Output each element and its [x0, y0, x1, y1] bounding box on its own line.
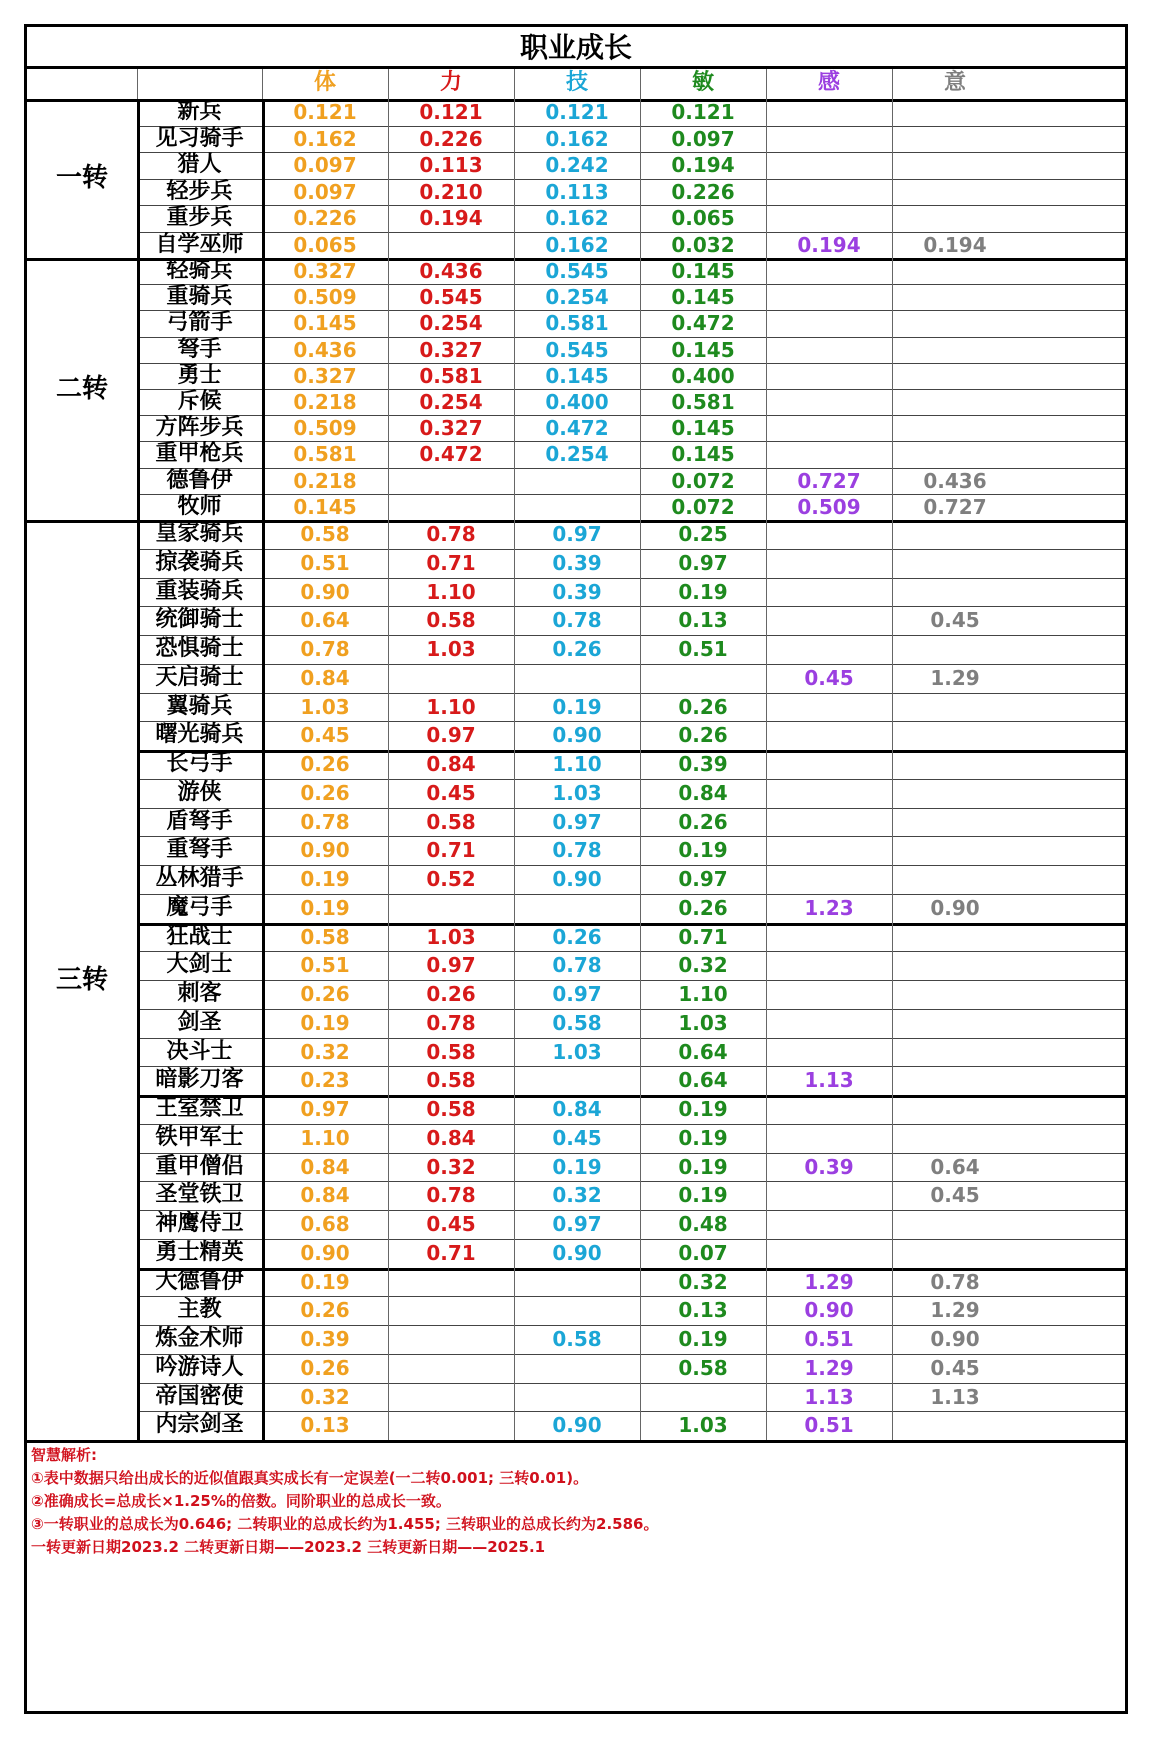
stat-技: 0.545 [545, 259, 609, 283]
stat-敏: 0.194 [671, 153, 735, 177]
job-name: 重步兵 [166, 205, 233, 230]
stat-体: 0.145 [293, 494, 357, 519]
stat-感: 1.29 [804, 1355, 854, 1380]
job-name: 重骑兵 [166, 284, 233, 310]
stat-体: 0.19 [300, 1010, 350, 1035]
stat-敏: 0.19 [678, 1154, 728, 1179]
stat-体: 0.51 [300, 550, 350, 575]
stat-力: 0.58 [426, 1039, 476, 1064]
growth-table-frame [24, 24, 1128, 1714]
stat-敏: 0.145 [671, 259, 735, 283]
name-column-divider [262, 99, 265, 1440]
header-5: 感 [817, 70, 840, 95]
stat-力: 0.58 [426, 1068, 476, 1093]
stat-技: 0.254 [545, 442, 609, 467]
stat-技: 0.19 [552, 1154, 602, 1179]
stat-敏: 0.13 [678, 608, 728, 633]
stat-力: 0.26 [426, 982, 476, 1006]
job-name: 轻骑兵 [166, 258, 233, 283]
stat-意: 1.29 [930, 1298, 980, 1323]
job-name: 大德鲁伊 [155, 1268, 244, 1294]
stat-意: 0.194 [923, 232, 987, 257]
stat-技: 0.32 [552, 1183, 602, 1208]
job-name: 丛林猎手 [155, 866, 244, 891]
stat-力: 0.58 [426, 1097, 476, 1121]
stat-敏: 0.19 [678, 1097, 728, 1121]
job-name: 牧师 [177, 493, 222, 519]
stat-意: 0.727 [923, 494, 987, 519]
job-name: 勇士精英 [155, 1239, 244, 1265]
stat-技: 0.121 [545, 100, 609, 124]
note-line-3: ③一转职业的总成长为0.646; 二转职业的总成长约为1.455; 三转职业的总成长约为2.586。 [31, 1515, 659, 1533]
stat-敏: 0.19 [678, 1327, 728, 1351]
job-name: 吟游诗人 [155, 1354, 244, 1380]
stat-意: 0.45 [930, 1183, 980, 1208]
stat-敏: 0.226 [671, 179, 735, 204]
job-name: 曙光骑兵 [155, 722, 244, 748]
stat-敏: 0.032 [671, 232, 735, 257]
job-name: 统御骑士 [155, 607, 244, 633]
stat-体: 0.218 [293, 390, 357, 414]
stat-意: 0.45 [930, 1355, 980, 1380]
stat-敏: 0.26 [678, 895, 728, 920]
stat-体: 0.097 [293, 179, 357, 204]
stat-感: 0.194 [797, 232, 861, 257]
stat-力: 0.58 [426, 809, 476, 834]
stat-意: 0.45 [930, 608, 980, 633]
stat-体: 0.509 [293, 285, 357, 310]
stat-力: 0.78 [426, 1183, 476, 1208]
stat-力: 0.436 [419, 259, 483, 283]
job-name: 剑圣 [177, 1009, 222, 1035]
stat-体: 0.218 [293, 468, 357, 493]
job-name: 圣堂铁卫 [155, 1182, 244, 1208]
page-title: 职业成长 [27, 27, 1125, 69]
stat-技: 0.545 [545, 337, 609, 362]
stat-力: 0.194 [419, 206, 483, 230]
stat-敏: 0.71 [678, 924, 728, 949]
stat-力: 0.327 [419, 416, 483, 441]
stat-技: 0.39 [552, 550, 602, 575]
stat-敏: 0.145 [671, 442, 735, 467]
data-column-divider [514, 67, 515, 1440]
stat-感: 1.13 [804, 1068, 854, 1093]
stat-技: 0.58 [552, 1327, 602, 1351]
job-name: 皇家骑兵 [155, 521, 244, 546]
stat-体: 0.84 [300, 1183, 350, 1208]
tier-label: 一转 [55, 163, 108, 193]
stat-体: 0.32 [300, 1384, 350, 1409]
stat-技: 0.581 [545, 311, 609, 336]
stat-力: 0.545 [419, 285, 483, 310]
stat-敏: 0.13 [678, 1298, 728, 1323]
data-column-divider [892, 67, 893, 1440]
stat-体: 0.097 [293, 153, 357, 177]
job-name: 掠袭骑兵 [155, 549, 244, 575]
stat-敏: 0.97 [678, 867, 728, 891]
stat-力: 1.10 [426, 694, 476, 719]
stat-技: 0.84 [552, 1097, 602, 1121]
stat-敏: 0.84 [678, 780, 728, 805]
note-line-1: ①表中数据只给出成长的近似值跟真实成长有一定误差(一二转0.001; 三转0.01)。 [31, 1469, 589, 1487]
stat-体: 0.78 [300, 637, 350, 661]
stat-力: 0.45 [426, 780, 476, 805]
stat-感: 0.39 [804, 1154, 854, 1179]
stat-体: 0.226 [293, 206, 357, 230]
stat-意: 0.90 [930, 895, 980, 920]
stat-敏: 0.581 [671, 390, 735, 414]
stat-感: 1.23 [804, 895, 854, 920]
stat-技: 0.400 [545, 390, 609, 414]
stat-敏: 0.145 [671, 416, 735, 441]
stat-敏: 1.03 [678, 1413, 728, 1438]
job-name: 重弩手 [166, 837, 233, 863]
stat-体: 0.436 [293, 337, 357, 362]
stat-技: 0.162 [545, 126, 609, 151]
stat-体: 0.39 [300, 1327, 350, 1351]
stat-技: 0.162 [545, 232, 609, 257]
job-name: 见习骑手 [155, 125, 244, 151]
stat-力: 0.52 [426, 867, 476, 891]
job-name: 自学巫师 [155, 231, 244, 257]
stat-体: 0.90 [300, 838, 350, 863]
tier-label: 三转 [55, 965, 108, 995]
stat-力: 0.97 [426, 953, 476, 978]
stat-敏: 0.32 [678, 1269, 728, 1294]
job-name: 帝国密使 [155, 1383, 244, 1409]
stat-意: 1.29 [930, 665, 980, 690]
tier-divider [27, 1440, 1125, 1443]
stat-敏: 0.26 [678, 694, 728, 719]
stat-体: 0.64 [300, 608, 350, 633]
stat-力: 0.210 [419, 179, 483, 204]
stat-敏: 0.19 [678, 1125, 728, 1150]
stat-技: 0.90 [552, 1240, 602, 1265]
header-1: 体 [313, 70, 336, 95]
stat-敏: 0.19 [678, 1183, 728, 1208]
stat-力: 0.581 [419, 363, 483, 388]
stat-力: 0.71 [426, 838, 476, 863]
stat-体: 0.327 [293, 363, 357, 388]
stat-体: 0.162 [293, 126, 357, 151]
stat-敏: 0.145 [671, 337, 735, 362]
stat-体: 0.90 [300, 1240, 350, 1265]
stat-敏: 0.64 [678, 1068, 728, 1093]
stat-体: 0.58 [300, 522, 350, 546]
data-column-divider [388, 67, 389, 1440]
job-name: 炼金术师 [155, 1326, 244, 1351]
stat-敏: 1.03 [678, 1010, 728, 1035]
stat-意: 0.64 [930, 1154, 980, 1179]
stat-体: 0.26 [300, 752, 350, 776]
job-name: 长弓手 [166, 751, 233, 776]
stat-技: 0.254 [545, 285, 609, 310]
stat-体: 0.121 [293, 100, 357, 124]
job-name: 王室禁卫 [155, 1096, 244, 1121]
header-2: 力 [439, 70, 462, 95]
stat-体: 0.68 [300, 1212, 350, 1236]
stat-力: 0.58 [426, 608, 476, 633]
stat-力: 0.121 [419, 100, 483, 124]
stat-力: 0.254 [419, 311, 483, 336]
stat-敏: 0.26 [678, 723, 728, 748]
job-name: 弩手 [177, 336, 222, 362]
stat-敏: 0.48 [678, 1212, 728, 1236]
job-name: 勇士 [177, 362, 222, 388]
header-divider-name [262, 67, 263, 99]
stat-体: 0.19 [300, 1269, 350, 1294]
stat-技: 0.97 [552, 982, 602, 1006]
stat-敏: 0.400 [671, 363, 735, 388]
stat-体: 0.32 [300, 1039, 350, 1064]
stat-敏: 0.25 [678, 522, 728, 546]
job-name: 神鹰侍卫 [155, 1211, 244, 1236]
job-name: 重甲枪兵 [155, 441, 244, 467]
stat-技: 0.145 [545, 363, 609, 388]
stat-体: 1.10 [300, 1125, 350, 1150]
stat-体: 0.26 [300, 780, 350, 805]
stat-感: 0.509 [797, 494, 861, 519]
stat-力: 0.254 [419, 390, 483, 414]
stat-感: 0.45 [804, 665, 854, 690]
stat-力: 0.71 [426, 550, 476, 575]
job-name: 铁甲军士 [155, 1124, 244, 1150]
stat-力: 0.84 [426, 1125, 476, 1150]
stat-感: 0.51 [804, 1327, 854, 1351]
stat-力: 0.226 [419, 126, 483, 151]
stat-体: 0.19 [300, 895, 350, 920]
job-name: 轻步兵 [166, 178, 233, 204]
job-name: 重装骑兵 [155, 578, 244, 604]
stat-体: 0.145 [293, 311, 357, 336]
job-name: 猎人 [177, 152, 222, 177]
stat-技: 1.03 [552, 780, 602, 805]
job-name: 游侠 [177, 779, 222, 805]
stat-体: 0.26 [300, 1298, 350, 1323]
stat-力: 1.10 [426, 579, 476, 604]
stat-敏: 0.26 [678, 809, 728, 834]
note-line-2: ②准确成长=总成长×1.25%的倍数。同阶职业的总成长一致。 [31, 1492, 451, 1510]
stat-技: 0.26 [552, 637, 602, 661]
stat-体: 0.97 [300, 1097, 350, 1121]
stat-力: 1.03 [426, 637, 476, 661]
stat-技: 0.90 [552, 1413, 602, 1438]
stat-技: 0.39 [552, 579, 602, 604]
stat-技: 0.45 [552, 1125, 602, 1150]
tier-label: 二转 [55, 374, 108, 404]
stat-敏: 0.121 [671, 100, 735, 124]
stat-敏: 0.145 [671, 285, 735, 310]
stat-技: 0.26 [552, 924, 602, 949]
stat-敏: 0.07 [678, 1240, 728, 1265]
stat-技: 0.19 [552, 694, 602, 719]
stat-体: 0.065 [293, 232, 357, 257]
notes-section [31, 1444, 1121, 1559]
stat-技: 1.10 [552, 752, 602, 776]
data-column-divider [640, 67, 641, 1440]
stat-感: 0.727 [797, 468, 861, 493]
stat-体: 0.23 [300, 1068, 350, 1093]
stat-敏: 0.472 [671, 311, 735, 336]
stat-技: 0.90 [552, 867, 602, 891]
header-divider-left [137, 67, 138, 99]
stat-技: 0.97 [552, 522, 602, 546]
stat-敏: 0.32 [678, 953, 728, 978]
stat-体: 0.78 [300, 809, 350, 834]
stat-意: 0.436 [923, 468, 987, 493]
stat-力: 0.78 [426, 522, 476, 546]
stat-技: 0.78 [552, 608, 602, 633]
stat-敏: 0.97 [678, 550, 728, 575]
stat-意: 1.13 [930, 1384, 980, 1409]
stat-敏: 0.065 [671, 206, 735, 230]
stat-敏: 0.58 [678, 1355, 728, 1380]
stat-体: 0.509 [293, 416, 357, 441]
stat-技: 0.242 [545, 153, 609, 177]
stat-技: 0.162 [545, 206, 609, 230]
stat-体: 0.327 [293, 259, 357, 283]
job-name: 翼骑兵 [166, 693, 233, 719]
header-4: 敏 [691, 70, 714, 95]
tier-column-divider [137, 99, 140, 1440]
stat-力: 0.32 [426, 1154, 476, 1179]
stat-感: 0.51 [804, 1413, 854, 1438]
job-name: 大剑士 [166, 952, 233, 978]
stat-体: 0.58 [300, 924, 350, 949]
job-name: 决斗士 [166, 1038, 233, 1064]
stat-技: 0.58 [552, 1010, 602, 1035]
stat-感: 1.29 [804, 1269, 854, 1294]
stat-体: 0.26 [300, 982, 350, 1006]
stat-体: 0.19 [300, 867, 350, 891]
stat-力: 0.97 [426, 723, 476, 748]
stat-技: 0.78 [552, 953, 602, 978]
stat-敏: 0.19 [678, 838, 728, 863]
stat-敏: 0.64 [678, 1039, 728, 1064]
stat-技: 0.97 [552, 809, 602, 834]
stat-意: 0.90 [930, 1327, 980, 1351]
job-name: 主教 [177, 1297, 222, 1323]
job-name: 内宗剑圣 [155, 1412, 244, 1438]
header-3: 技 [565, 70, 588, 95]
job-name: 狂战士 [166, 923, 233, 949]
job-name: 盾弩手 [166, 808, 233, 834]
stat-力: 1.03 [426, 924, 476, 949]
update-dates: 一转更新日期2023.2 二转更新日期——2023.2 三转更新日期——2025.1 [31, 1538, 546, 1556]
stat-感: 1.13 [804, 1384, 854, 1409]
job-name: 暗影刀客 [155, 1067, 244, 1093]
stat-敏: 0.097 [671, 126, 735, 151]
stat-技: 0.97 [552, 1212, 602, 1236]
stat-技: 0.472 [545, 416, 609, 441]
job-name: 新兵 [177, 99, 222, 124]
stat-技: 0.90 [552, 723, 602, 748]
stat-体: 0.51 [300, 953, 350, 978]
notes-heading: 智慧解析: [31, 1446, 97, 1464]
stat-技: 0.113 [545, 179, 609, 204]
stat-敏: 0.39 [678, 752, 728, 776]
stat-体: 0.581 [293, 442, 357, 467]
stat-力: 0.45 [426, 1212, 476, 1236]
stat-体: 0.45 [300, 723, 350, 748]
stat-敏: 0.19 [678, 579, 728, 604]
job-name: 重甲僧侣 [155, 1153, 244, 1179]
stat-体: 0.84 [300, 1154, 350, 1179]
stat-敏: 1.10 [678, 982, 728, 1006]
job-name: 天启骑士 [155, 664, 244, 690]
stat-技: 1.03 [552, 1039, 602, 1064]
header-6: 意 [943, 70, 966, 95]
stat-敏: 0.072 [671, 468, 735, 493]
stat-体: 0.26 [300, 1355, 350, 1380]
job-name: 刺客 [177, 981, 222, 1006]
stat-力: 0.78 [426, 1010, 476, 1035]
stat-感: 0.90 [804, 1298, 854, 1323]
stat-体: 0.84 [300, 665, 350, 690]
stat-意: 0.78 [930, 1269, 980, 1294]
stat-体: 1.03 [300, 694, 350, 719]
job-name: 德鲁伊 [166, 467, 233, 493]
stat-力: 0.472 [419, 442, 483, 467]
job-name: 斥候 [177, 389, 222, 414]
stat-敏: 0.072 [671, 494, 735, 519]
stat-敏: 0.51 [678, 637, 728, 661]
job-name: 魔弓手 [166, 894, 233, 920]
stat-体: 0.90 [300, 579, 350, 604]
stat-技: 0.78 [552, 838, 602, 863]
stat-力: 0.113 [419, 153, 483, 177]
data-column-divider [766, 67, 767, 1440]
job-name: 方阵步兵 [155, 415, 244, 441]
stat-力: 0.71 [426, 1240, 476, 1265]
stat-力: 0.327 [419, 337, 483, 362]
job-name: 弓箭手 [166, 310, 233, 336]
job-name: 恐惧骑士 [155, 636, 244, 661]
stat-力: 0.84 [426, 752, 476, 776]
stat-体: 0.13 [300, 1413, 350, 1438]
